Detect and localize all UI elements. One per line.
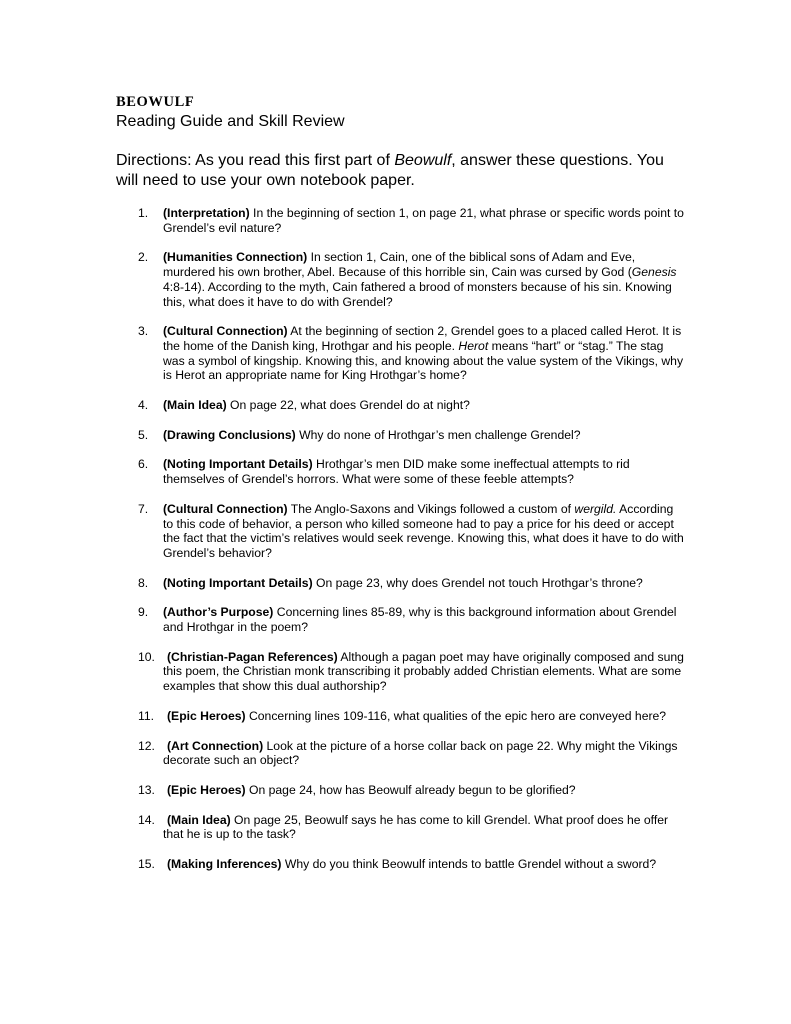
directions-book-title: Beowulf xyxy=(394,152,452,169)
question-text: Why do you think Beowulf intends to battle Grendel without a sword? xyxy=(281,857,657,872)
question-category: (Author’s Purpose) xyxy=(163,605,274,620)
question-number: 2. xyxy=(138,250,149,265)
question-category: (Epic Heroes) xyxy=(167,782,246,797)
question-category: (Making Inferences) xyxy=(167,857,282,872)
question-text: Concerning lines 85-89, why is this background information about Grendel and Hrothgar in the poem? xyxy=(163,605,677,635)
question-text: The Anglo-Saxons and Vikings followed a custom of xyxy=(287,501,575,516)
document-title: BEOWULF xyxy=(116,94,195,110)
question-item xyxy=(116,605,686,634)
question-number: 5. xyxy=(138,427,149,442)
directions-text-start: Directions: As you read this first part of xyxy=(116,152,395,169)
question-number: 15. xyxy=(138,857,155,872)
question-number: 9. xyxy=(138,605,149,620)
question-category: (Main Idea) xyxy=(167,812,231,827)
question-number: 1. xyxy=(138,206,149,220)
question-text: On page 24, how has Beowulf already begun to be glorified? xyxy=(245,782,576,797)
question-category: (Humanities Connection) xyxy=(163,250,308,265)
question-category: (Drawing Conclusions) xyxy=(163,427,296,442)
question-category: (Main Idea) xyxy=(163,398,227,413)
question-text-continued: 4:8-14). According to the myth, Cain fathered a brood of monsters because of his sin. Knowing this, what does it have to do with Grendel? xyxy=(163,279,672,309)
question-category: (Noting Important Details) xyxy=(163,457,313,472)
question-item xyxy=(116,428,686,443)
question-emphasis: Herot xyxy=(458,338,489,353)
question-item xyxy=(116,206,686,235)
question-text: In section 1, Cain, one of the biblical sons of Adam and Eve, murdered his own brother, Abel. Because of this horrible sin, Cain was cursed by God ( xyxy=(163,250,636,280)
question-number: 13. xyxy=(138,782,155,797)
question-item xyxy=(116,709,686,724)
question-item xyxy=(116,857,686,872)
document-subtitle: Reading Guide and Skill Review xyxy=(116,113,345,130)
question-item xyxy=(116,250,686,309)
question-text: Look at the picture of a horse collar back on page 22. Why might the Vikings decorate such an object? xyxy=(163,738,678,768)
question-text: On page 25, Beowulf says he has come to kill Grendel. What proof does he offer that he is up to the task? xyxy=(163,812,669,842)
question-item xyxy=(116,813,686,842)
question-text-continued: According to this code of behavior, a person who killed someone had to pay a price for his deed or accept the fact that the victim’s relatives would seek revenge. Knowing this, what does it have to do with Grendel’s behavior? xyxy=(163,501,684,560)
question-number: 8. xyxy=(138,575,149,590)
question-text: In the beginning of section 1, on page 21, what phrase or specific words point to Grendel’s evil nature? xyxy=(163,206,684,235)
question-item xyxy=(116,739,686,768)
question-text: On page 22, what does Grendel do at night? xyxy=(226,398,470,413)
question-text: At the beginning of section 2, Grendel goes to a placed called Herot. It is the home of the Danish king, Hrothgar and his people. xyxy=(163,324,682,353)
question-item xyxy=(116,783,686,798)
question-emphasis: wergild. xyxy=(574,501,617,516)
question-category: (Cultural Connection) xyxy=(163,501,288,516)
question-category: (Art Connection) xyxy=(167,738,264,753)
question-text: On page 23, why does Grendel not touch Hrothgar’s throne? xyxy=(312,575,643,590)
directions-paragraph xyxy=(116,151,676,191)
question-number: 3. xyxy=(138,324,149,339)
question-number: 14. xyxy=(138,812,155,827)
question-text: Although a pagan poet may have originally composed and sung this poem, the Christian monk transcribing it probably added Christian elements. What are some examples that show this dual authorship? xyxy=(163,649,684,694)
question-number: 12. xyxy=(138,738,155,753)
question-category: (Cultural Connection) xyxy=(163,324,288,339)
question-category: (Christian-Pagan References) xyxy=(167,649,338,664)
question-item xyxy=(116,576,686,591)
question-item xyxy=(116,457,686,486)
question-category: (Interpretation) xyxy=(163,206,250,220)
question-text: Why do none of Hrothgar’s men challenge Grendel? xyxy=(295,427,581,442)
question-item xyxy=(116,502,686,561)
question-number: 4. xyxy=(138,398,149,413)
question-list xyxy=(116,206,686,887)
question-text-continued: means “hart” or “stag.” The stag was a symbol of kingship. Knowing this, and knowing about the value system of the Vikings, why is Herot an appropriate name for King Hrothgar’s home? xyxy=(163,338,684,383)
question-text: Hrothgar’s men DID make some ineffectual attempts to rid themselves of Grendel’s horrors. What were some of these feeble attempts? xyxy=(163,457,630,487)
question-emphasis: Genesis xyxy=(631,265,677,280)
question-number: 7. xyxy=(138,501,149,516)
question-category: (Noting Important Details) xyxy=(163,575,313,590)
question-number: 6. xyxy=(138,457,149,472)
question-category: (Epic Heroes) xyxy=(167,708,246,723)
directions-text-end: , answer these questions. You will need to use your own notebook paper. xyxy=(116,152,664,189)
question-number: 11. xyxy=(138,708,155,723)
question-item xyxy=(116,398,686,413)
question-number: 10. xyxy=(138,649,155,664)
question-item xyxy=(116,324,686,383)
question-item xyxy=(116,650,686,694)
question-text: Concerning lines 109-116, what qualities of the epic hero are conveyed here? xyxy=(245,708,667,723)
